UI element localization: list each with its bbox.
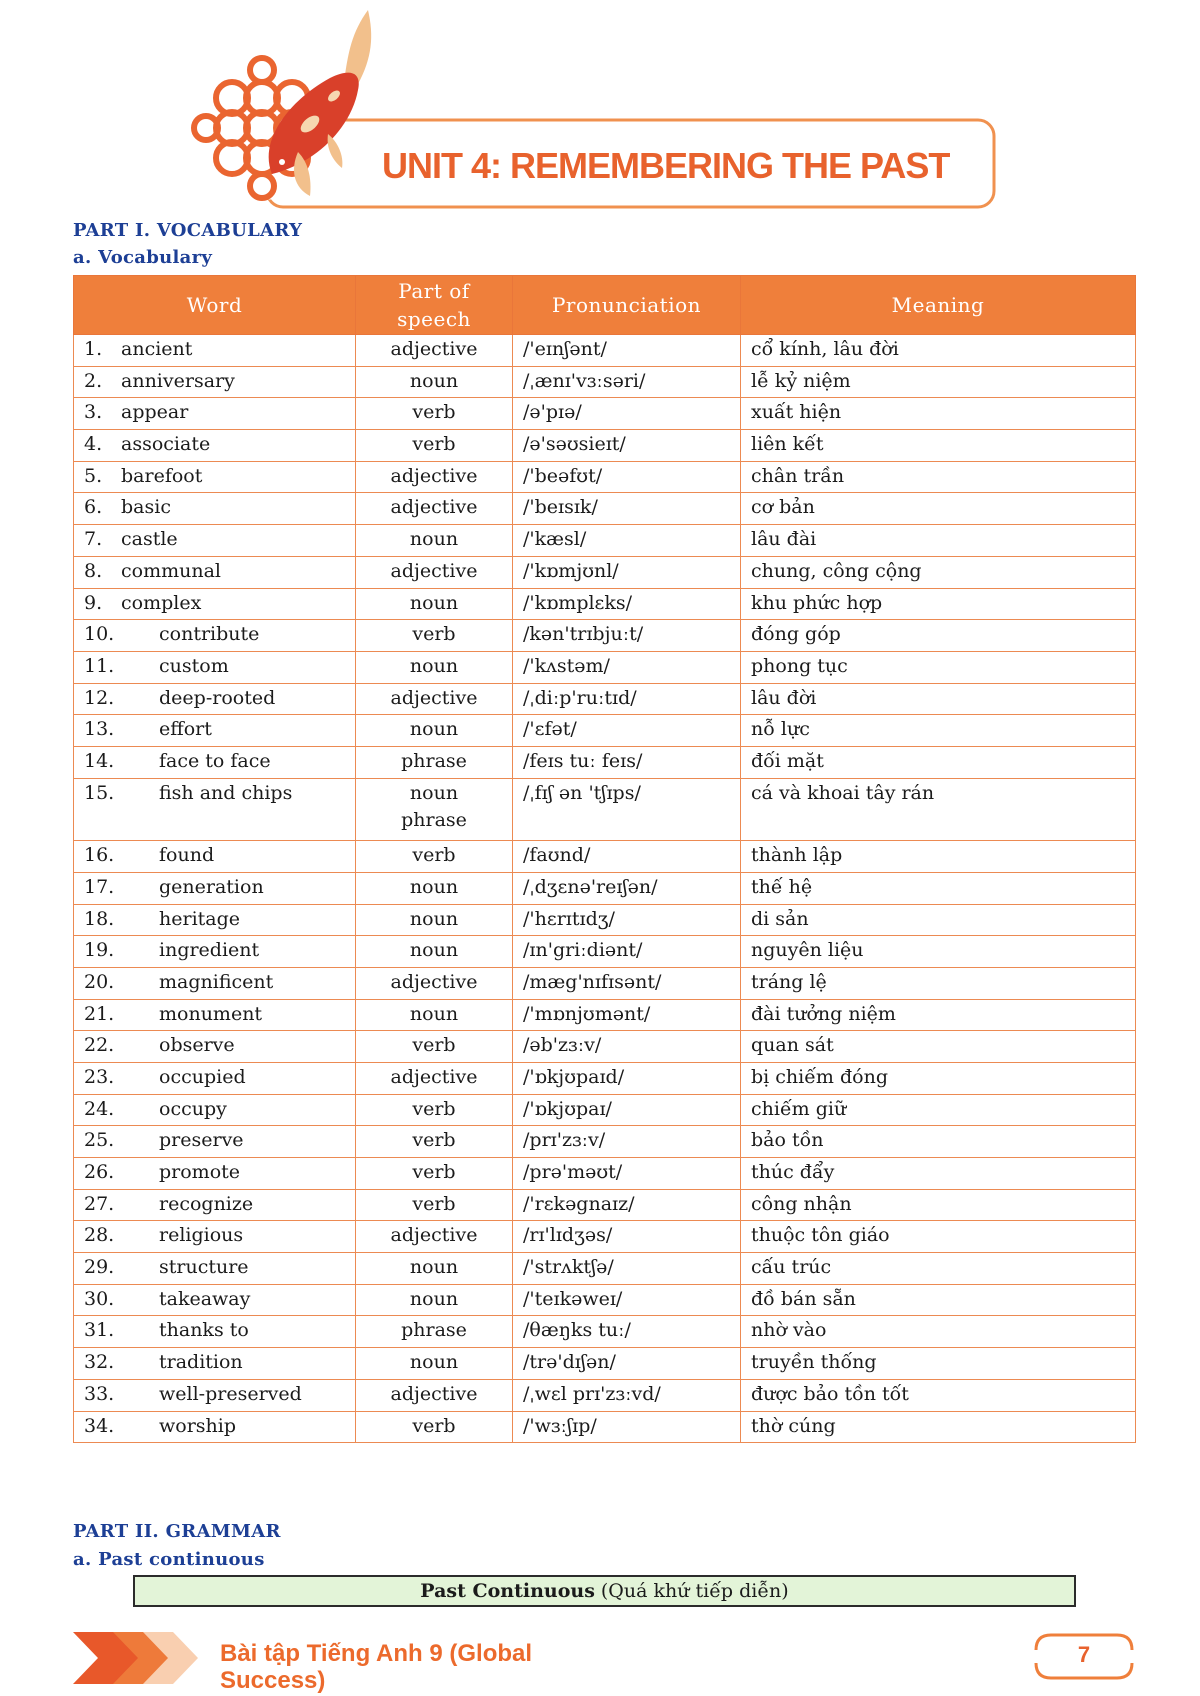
pronunciation-cell: /ˌdʒɛnə'reɪʃən/: [513, 872, 741, 904]
pronunciation-cell: /əb'zɜːv/: [513, 1031, 741, 1063]
pronunciation-cell: /ə'pɪə/: [513, 398, 741, 430]
table-row: [74, 999, 1136, 1031]
column-header-part-of-speech: Part of speech: [356, 276, 513, 335]
row-number: 34.: [84, 1414, 115, 1437]
word-text: promote: [159, 1161, 241, 1183]
row-number: 11.: [84, 654, 115, 677]
word-cell: [74, 588, 356, 620]
table-row: [74, 461, 1136, 493]
word-text: recognize: [159, 1192, 254, 1215]
row-number: 20.: [84, 970, 115, 993]
part-of-speech-cell: [356, 620, 513, 652]
row-number: 26.: [84, 1161, 115, 1183]
word-text: face to face: [159, 749, 271, 772]
row-number: 23.: [84, 1065, 115, 1088]
meaning-cell: nguyên liệu: [741, 936, 1136, 968]
part-of-speech-cell: [356, 1284, 513, 1316]
row-number: 1.: [84, 338, 103, 360]
table-row: [74, 525, 1136, 557]
meaning-cell: công nhận: [741, 1189, 1136, 1221]
part2-heading: PART II. GRAMMAR: [73, 1521, 281, 1542]
meaning-cell: đóng góp: [741, 620, 1136, 652]
word-cell: [74, 461, 356, 493]
word-cell: [74, 1316, 356, 1348]
meaning-cell: bảo tồn: [741, 1126, 1136, 1158]
word-cell: [74, 398, 356, 430]
word-cell: [74, 1031, 356, 1063]
table-row: [74, 967, 1136, 999]
row-number: 18.: [84, 907, 115, 930]
meaning-cell: lâu đài: [741, 525, 1136, 557]
part-of-speech-cell: [356, 841, 513, 873]
table-row: [74, 620, 1136, 652]
pronunciation-cell: /'ɒkjʊpaɪ/: [513, 1094, 741, 1126]
word-cell: [74, 1379, 356, 1411]
meaning-cell: cổ kính, lâu đời: [741, 335, 1136, 367]
page-number-box: [1034, 1632, 1134, 1681]
part-of-speech-cell: [356, 778, 513, 841]
row-number: 19.: [84, 939, 115, 962]
word-text: takeaway: [159, 1287, 251, 1310]
vocabulary-table: [73, 275, 1136, 1443]
part-of-speech-text: verb: [412, 1192, 456, 1215]
word-cell: [74, 430, 356, 462]
word-cell: [74, 841, 356, 873]
meaning-cell: đồ bán sẵn: [741, 1284, 1136, 1316]
table-row: [74, 1253, 1136, 1285]
part-of-speech-text: noun: [409, 907, 459, 930]
meaning-cell: truyền thống: [741, 1348, 1136, 1380]
table-row: [74, 1221, 1136, 1253]
part-of-speech-cell: [356, 936, 513, 968]
table-row: [74, 1411, 1136, 1443]
word-cell: [74, 936, 356, 968]
row-number: 4.: [84, 433, 103, 456]
part-of-speech-text: verb: [412, 844, 456, 867]
meaning-cell: chung, công cộng: [741, 556, 1136, 588]
word-cell: [74, 904, 356, 936]
table-row: [74, 493, 1136, 525]
meaning-cell: chân trần: [741, 461, 1136, 493]
part-of-speech-text: adjective: [390, 686, 478, 709]
meaning-cell: di sản: [741, 904, 1136, 936]
word-text: communal: [121, 559, 221, 582]
row-number: 29.: [84, 1256, 115, 1279]
pronunciation-cell: /ə'səʊsieɪt/: [513, 430, 741, 462]
part-of-speech-text: adjective: [390, 338, 478, 360]
word-text: contribute: [159, 623, 260, 646]
row-number: 14.: [84, 749, 115, 772]
meaning-cell: cơ bản: [741, 493, 1136, 525]
pronunciation-cell: /ˌdiːp'ruːtɪd/: [513, 683, 741, 715]
part-of-speech-cell: [356, 999, 513, 1031]
word-cell: [74, 1348, 356, 1380]
word-text: preserve: [159, 1129, 244, 1152]
pronunciation-cell: /θæŋks tuː/: [513, 1316, 741, 1348]
part-of-speech-cell: [356, 1221, 513, 1253]
table-row: [74, 778, 1136, 841]
table-row: [74, 1158, 1136, 1190]
part-of-speech-text: noun phrase: [401, 781, 467, 831]
word-text: religious: [159, 1224, 244, 1247]
unit-title: UNIT 4: REMEMBERING THE PAST: [382, 145, 950, 186]
part-of-speech-text: adjective: [390, 1224, 478, 1247]
row-number: 25.: [84, 1129, 115, 1152]
word-text: barefoot: [121, 464, 203, 487]
header-banner: [0, 0, 1200, 230]
word-cell: [74, 778, 356, 841]
word-text: monument: [159, 1002, 263, 1025]
column-header-word: Word: [74, 276, 356, 335]
pronunciation-cell: /'kæsl/: [513, 525, 741, 557]
part-of-speech-cell: [356, 1411, 513, 1443]
part-of-speech-cell: [356, 1031, 513, 1063]
row-number: 31.: [84, 1319, 115, 1342]
pronunciation-cell: /'ɛfət/: [513, 715, 741, 747]
part-of-speech-text: adjective: [390, 464, 478, 487]
row-number: 6.: [84, 496, 103, 519]
part-of-speech-text: phrase: [401, 749, 467, 772]
word-text: structure: [159, 1256, 249, 1279]
part-of-speech-cell: [356, 715, 513, 747]
part-of-speech-cell: [356, 1094, 513, 1126]
part-of-speech-text: noun: [409, 591, 459, 614]
grammar-topic-subtitle: (Quá khứ tiếp diễn): [600, 1580, 789, 1602]
row-number: 13.: [84, 718, 115, 741]
row-number: 2.: [84, 369, 103, 392]
row-number: 21.: [84, 1002, 115, 1025]
word-text: found: [159, 844, 215, 867]
table-row: [74, 1126, 1136, 1158]
word-text: observe: [159, 1034, 235, 1057]
row-number: 5.: [84, 464, 103, 487]
row-number: 3.: [84, 401, 103, 424]
part-of-speech-text: noun: [409, 1256, 459, 1279]
row-number: 15.: [84, 781, 115, 804]
part-of-speech-cell: [356, 651, 513, 683]
part-of-speech-cell: [356, 904, 513, 936]
pronunciation-cell: /faʊnd/: [513, 841, 741, 873]
part-of-speech-text: noun: [409, 1287, 459, 1310]
table-row: [74, 1379, 1136, 1411]
word-text: anniversary: [121, 369, 235, 392]
part-of-speech-cell: [356, 1348, 513, 1380]
word-cell: [74, 620, 356, 652]
part-of-speech-text: adjective: [390, 559, 478, 582]
meaning-cell: chiếm giữ: [741, 1094, 1136, 1126]
part-of-speech-text: adjective: [390, 1065, 478, 1088]
meaning-cell: liên kết: [741, 430, 1136, 462]
table-row: [74, 556, 1136, 588]
pronunciation-cell: /'teɪkəweɪ/: [513, 1284, 741, 1316]
part-of-speech-text: verb: [412, 1097, 456, 1120]
pronunciation-cell: /'eɪnʃənt/: [513, 335, 741, 367]
meaning-cell: cấu trúc: [741, 1253, 1136, 1285]
meaning-cell: đài tưởng niệm: [741, 999, 1136, 1031]
table-row: [74, 746, 1136, 778]
table-row: [74, 588, 1136, 620]
part-of-speech-text: adjective: [390, 496, 478, 519]
part-of-speech-text: adjective: [390, 970, 478, 993]
pronunciation-cell: /kən'trɪbjuːt/: [513, 620, 741, 652]
meaning-cell: thuộc tôn giáo: [741, 1221, 1136, 1253]
part1-subheading: a. Vocabulary: [73, 247, 213, 268]
word-text: effort: [159, 718, 212, 741]
word-cell: [74, 525, 356, 557]
row-number: 22.: [84, 1034, 115, 1057]
pronunciation-cell: /ɪn'griːdiənt/: [513, 936, 741, 968]
book-title: Bài tập Tiếng Anh 9 (Global Success): [220, 1640, 533, 1694]
part-of-speech-text: noun: [409, 369, 459, 392]
table-row: [74, 1316, 1136, 1348]
row-number: 9.: [84, 591, 103, 614]
word-cell: [74, 683, 356, 715]
word-cell: [74, 1221, 356, 1253]
part-of-speech-text: adjective: [390, 1382, 478, 1405]
table-header-row: [74, 276, 1136, 335]
column-header-pronunciation: Pronunciation: [513, 276, 741, 335]
pronunciation-cell: /'kʌstəm/: [513, 651, 741, 683]
row-number: 33.: [84, 1382, 115, 1405]
meaning-cell: thế hệ: [741, 872, 1136, 904]
part-of-speech-text: verb: [412, 433, 456, 456]
word-cell: [74, 1189, 356, 1221]
word-cell: [74, 715, 356, 747]
row-number: 27.: [84, 1192, 115, 1215]
word-text: tradition: [159, 1351, 243, 1374]
chevron-arrows-icon: [73, 1632, 198, 1684]
word-text: worship: [159, 1414, 237, 1437]
pronunciation-cell: /feɪs tuː feɪs/: [513, 746, 741, 778]
pronunciation-cell: /'beəfʊt/: [513, 461, 741, 493]
meaning-cell: thành lập: [741, 841, 1136, 873]
row-number: 16.: [84, 844, 115, 867]
part-of-speech-text: verb: [412, 1034, 456, 1057]
meaning-cell: được bảo tồn tốt: [741, 1379, 1136, 1411]
part-of-speech-cell: [356, 967, 513, 999]
pronunciation-cell: /rɪ'lɪdʒəs/: [513, 1221, 741, 1253]
row-number: 24.: [84, 1097, 115, 1120]
row-number: 30.: [84, 1287, 115, 1310]
part-of-speech-text: verb: [412, 1161, 456, 1183]
word-cell: [74, 1411, 356, 1443]
word-cell: [74, 999, 356, 1031]
pronunciation-cell: /prɪ'zɜːv/: [513, 1126, 741, 1158]
meaning-cell: quan sát: [741, 1031, 1136, 1063]
part-of-speech-cell: [356, 398, 513, 430]
word-text: associate: [121, 433, 211, 456]
part-of-speech-text: verb: [412, 401, 456, 424]
row-number: 32.: [84, 1351, 115, 1374]
part-of-speech-text: verb: [412, 1414, 456, 1437]
part-of-speech-text: noun: [409, 654, 459, 677]
part-of-speech-text: noun: [409, 1002, 459, 1025]
word-text: castle: [121, 528, 178, 551]
pronunciation-cell: /'ɒkjʊpaɪd/: [513, 1062, 741, 1094]
pronunciation-cell: /prə'məʊt/: [513, 1158, 741, 1190]
column-header-meaning: Meaning: [741, 276, 1136, 335]
word-text: magnificent: [159, 970, 274, 993]
meaning-cell: đối mặt: [741, 746, 1136, 778]
row-number: 7.: [84, 528, 103, 551]
pronunciation-cell: /'strʌktʃə/: [513, 1253, 741, 1285]
word-cell: [74, 1062, 356, 1094]
part-of-speech-cell: [356, 556, 513, 588]
row-number: 17.: [84, 875, 115, 898]
table-row: [74, 366, 1136, 398]
pronunciation-cell: /'mɒnjʊmənt/: [513, 999, 741, 1031]
meaning-cell: thúc đẩy: [741, 1158, 1136, 1190]
meaning-cell: cá và khoai tây rán: [741, 778, 1136, 841]
table-row: [74, 335, 1136, 367]
word-text: heritage: [159, 907, 241, 930]
word-text: ingredient: [159, 939, 260, 962]
word-text: occupied: [159, 1065, 246, 1088]
pronunciation-cell: /'beɪsɪk/: [513, 493, 741, 525]
part2-subheading: a. Past continuous: [73, 1549, 265, 1570]
part-of-speech-cell: [356, 1126, 513, 1158]
part-of-speech-cell: [356, 1316, 513, 1348]
meaning-cell: khu phức hợp: [741, 588, 1136, 620]
part-of-speech-text: verb: [412, 623, 456, 646]
word-cell: [74, 967, 356, 999]
pronunciation-cell: /ˌænɪ'vɜːsəri/: [513, 366, 741, 398]
meaning-cell: lâu đời: [741, 683, 1136, 715]
pronunciation-cell: /'kɒmplɛks/: [513, 588, 741, 620]
pronunciation-cell: /trə'dɪʃən/: [513, 1348, 741, 1380]
word-text: ancient: [121, 338, 193, 360]
word-cell: [74, 1094, 356, 1126]
part-of-speech-cell: [356, 1253, 513, 1285]
part-of-speech-cell: [356, 1158, 513, 1190]
word-text: occupy: [159, 1097, 227, 1120]
part-of-speech-text: phrase: [401, 1319, 467, 1342]
word-cell: [74, 335, 356, 367]
word-text: basic: [121, 496, 171, 519]
table-row: [74, 1094, 1136, 1126]
table-row: [74, 1348, 1136, 1380]
word-cell: [74, 1253, 356, 1285]
word-text: fish and chips: [159, 781, 293, 804]
meaning-cell: xuất hiện: [741, 398, 1136, 430]
word-text: complex: [121, 591, 202, 614]
table-row: [74, 715, 1136, 747]
part-of-speech-cell: [356, 493, 513, 525]
part1-heading: PART I. VOCABULARY: [73, 220, 303, 241]
row-number: 8.: [84, 559, 103, 582]
pronunciation-cell: /mæg'nɪfɪsənt/: [513, 967, 741, 999]
word-cell: [74, 493, 356, 525]
word-cell: [74, 651, 356, 683]
part-of-speech-cell: [356, 430, 513, 462]
table-row: [74, 936, 1136, 968]
meaning-cell: tráng lệ: [741, 967, 1136, 999]
vocabulary-table-body: [74, 335, 1136, 1443]
word-cell: [74, 556, 356, 588]
table-row: [74, 872, 1136, 904]
word-cell: [74, 746, 356, 778]
word-cell: [74, 1126, 356, 1158]
meaning-cell: lễ kỷ niệm: [741, 366, 1136, 398]
part-of-speech-cell: [356, 335, 513, 367]
word-text: well-preserved: [159, 1382, 302, 1405]
part-of-speech-text: noun: [409, 1351, 459, 1374]
table-row: [74, 1284, 1136, 1316]
grammar-topic-title: Past Continuous: [420, 1580, 595, 1602]
word-cell: [74, 872, 356, 904]
part-of-speech-text: verb: [412, 1129, 456, 1152]
part-of-speech-cell: [356, 525, 513, 557]
page-number: 7: [1077, 1642, 1091, 1667]
table-row: [74, 1062, 1136, 1094]
part-of-speech-text: noun: [409, 528, 459, 551]
pronunciation-cell: /'rɛkəgnaɪz/: [513, 1189, 741, 1221]
table-row: [74, 1189, 1136, 1221]
pronunciation-cell: /'hɛrɪtɪdʒ/: [513, 904, 741, 936]
row-number: 28.: [84, 1224, 115, 1247]
table-row: [74, 841, 1136, 873]
part-of-speech-cell: [356, 1062, 513, 1094]
row-number: 12.: [84, 686, 115, 709]
part-of-speech-cell: [356, 746, 513, 778]
word-text: deep-rooted: [159, 686, 276, 709]
part-of-speech-cell: [356, 683, 513, 715]
row-number: 10.: [84, 623, 115, 646]
part-of-speech-cell: [356, 366, 513, 398]
pronunciation-cell: /ˌwɛl prɪ'zɜːvd/: [513, 1379, 741, 1411]
part-of-speech-cell: [356, 872, 513, 904]
grammar-topic-box: [133, 1575, 1076, 1607]
part-of-speech-cell: [356, 1379, 513, 1411]
meaning-cell: thờ cúng: [741, 1411, 1136, 1443]
word-cell: [74, 366, 356, 398]
part-of-speech-cell: [356, 1189, 513, 1221]
pronunciation-cell: /'wɜːʃɪp/: [513, 1411, 741, 1443]
part-of-speech-text: noun: [409, 718, 459, 741]
table-row: [74, 430, 1136, 462]
table-row: [74, 683, 1136, 715]
meaning-cell: phong tục: [741, 651, 1136, 683]
table-row: [74, 651, 1136, 683]
word-text: generation: [159, 875, 264, 898]
pronunciation-cell: /'kɒmjʊnl/: [513, 556, 741, 588]
meaning-cell: nỗ lực: [741, 715, 1136, 747]
word-cell: [74, 1158, 356, 1190]
word-text: custom: [159, 654, 229, 677]
table-row: [74, 904, 1136, 936]
table-row: [74, 398, 1136, 430]
pronunciation-cell: /ˌfɪʃ ən 'tʃɪps/: [513, 778, 741, 841]
part-of-speech-cell: [356, 588, 513, 620]
meaning-cell: bị chiếm đóng: [741, 1062, 1136, 1094]
part-of-speech-text: noun: [409, 875, 459, 898]
word-text: thanks to: [159, 1319, 249, 1342]
part-of-speech-text: noun: [409, 939, 459, 962]
word-cell: [74, 1284, 356, 1316]
table-row: [74, 1031, 1136, 1063]
meaning-cell: nhờ vào: [741, 1316, 1136, 1348]
word-text: appear: [121, 401, 189, 424]
part-of-speech-cell: [356, 461, 513, 493]
